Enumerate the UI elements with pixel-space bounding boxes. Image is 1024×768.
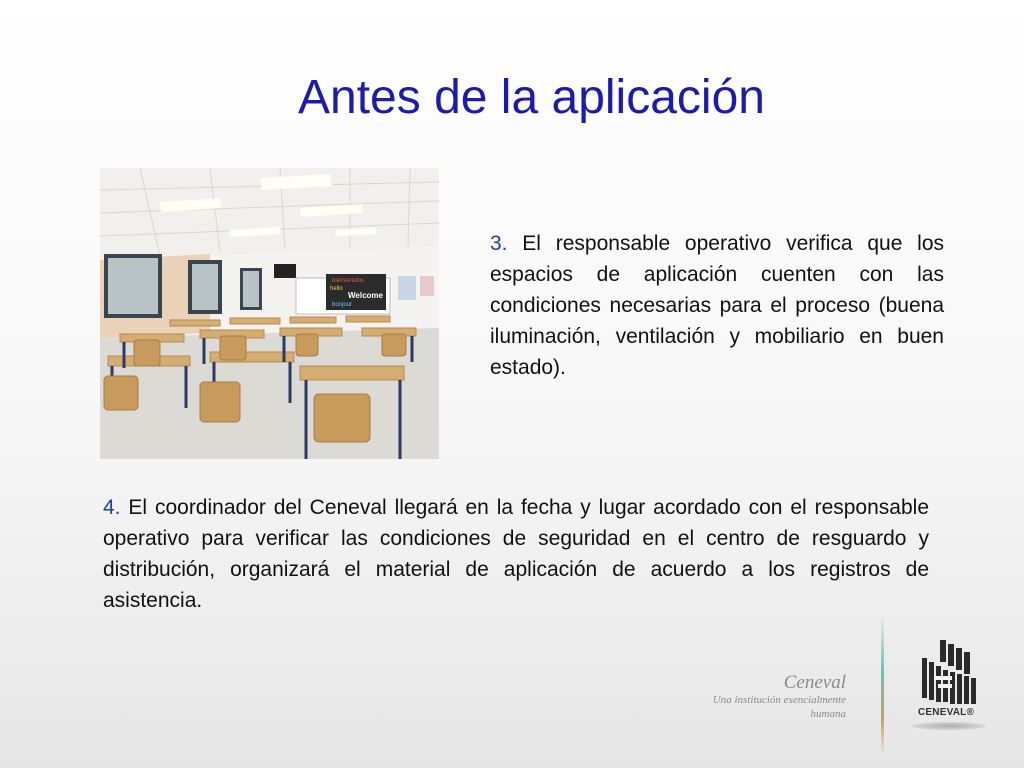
footer-brand [676,673,846,721]
point-4-text: El coordinador del Ceneval llegará en la fecha y lugar acordado con el responsable operativo para verificar las condiciones de seguridad en el centro de resguardo y distribución, organizará el material de aplicación de acuerdo a los registros de asistencia. [103,496,929,612]
point-3-paragraph [490,228,944,383]
svg-text:bonjour: bonjour [332,302,353,308]
logo-wordmark: CENEVAL® [918,707,975,718]
point-3-text: El responsable operativo verifica que los espacios de aplicación cuenten con las condiciones necesarias para el proceso (buena iluminación, ventilación y mobiliario en buen estado). [490,232,945,379]
logo-shadow [912,722,986,730]
svg-text:hello: hello [330,286,343,292]
brand-tagline: Una institución esencialmente humana [712,694,846,720]
footer-divider [881,615,884,755]
ceneval-logo-icon [914,636,984,708]
point-4-number: 4. [103,496,121,519]
brand-name: Ceneval [783,672,846,693]
point-4-paragraph [103,492,929,616]
svg-text:bienvenidos: bienvenidos [332,278,365,284]
slide-title: Antes de la aplicación [298,71,765,124]
point-3-number: 3. [490,232,508,255]
classroom-photo [100,168,439,459]
classroom-illustration [100,168,439,459]
svg-text:Welcome: Welcome [348,291,383,300]
